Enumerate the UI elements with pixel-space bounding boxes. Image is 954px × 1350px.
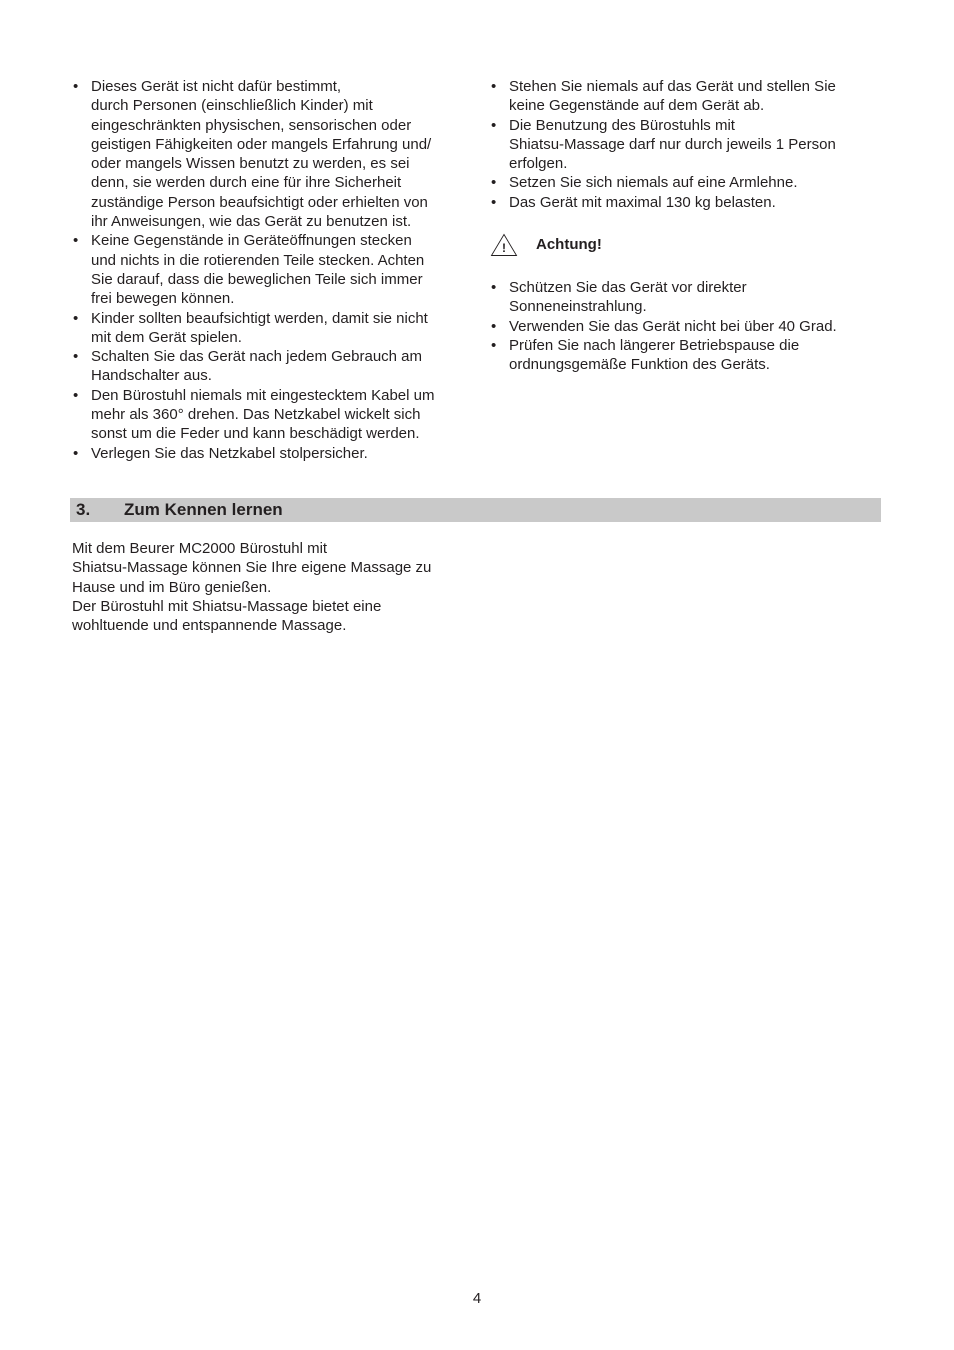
bullet-icon: • xyxy=(491,279,497,297)
list-item xyxy=(490,173,882,192)
bullet-icon: • xyxy=(491,174,497,192)
list-item-text: Dieses Gerät ist nicht dafür bestimmt, durch Personen (einschließlich Kinder) mit eingeschränkten physischen, sensorischen oder geistigen Fähigkeiten oder mangels Erfahrung und/ oder mangels Wissen benutzt zu werden, es sei denn, sie werden durch eine für ihre Sicherheit zuständige Person beaufsichtigt oder erhielten von ihr Anweisungen, wie das Gerät zu benutzen ist. xyxy=(91,78,432,231)
list-item-text: Setzen Sie sich niemals auf eine Armlehne. xyxy=(509,174,798,192)
list-item-text: Das Gerät mit maximal 130 kg belasten. xyxy=(509,193,776,211)
warning-notice xyxy=(490,231,882,261)
bullet-icon: • xyxy=(491,317,497,335)
safety-list-right-top xyxy=(490,77,882,212)
list-item xyxy=(490,336,882,375)
left-column xyxy=(72,77,472,463)
safety-list-left xyxy=(72,77,472,463)
bullet-icon: • xyxy=(73,386,79,404)
list-item-text: Schützen Sie das Gerät vor direkter Sonneneinstrahlung. xyxy=(509,279,747,316)
bullet-icon: • xyxy=(491,193,497,211)
bullet-icon: • xyxy=(73,232,79,250)
safety-list-right-bottom xyxy=(490,278,882,374)
list-item xyxy=(490,116,882,174)
list-item-text: Den Bürostuhl niemals mit eingestecktem Kabel um mehr als 360° drehen. Das Netzkabel wickelt sich sonst um die Feder und kann beschädigt werden. xyxy=(91,386,435,443)
page-number: 4 xyxy=(472,1290,482,1307)
bullet-icon: • xyxy=(73,444,79,462)
list-item xyxy=(490,77,882,116)
list-item xyxy=(490,193,882,212)
bullet-icon: • xyxy=(491,78,497,95)
list-item xyxy=(72,231,472,308)
list-item-text: Prüfen Sie nach längerer Betriebspause die ordnungsgemäße Funktion des Geräts. xyxy=(509,336,800,374)
section-title: Zum Kennen lernen xyxy=(124,500,283,519)
bullet-icon: • xyxy=(73,78,79,95)
list-item-text: Verwenden Sie das Gerät nicht bei über 40 Grad. xyxy=(509,317,837,335)
bullet-icon: • xyxy=(73,348,79,366)
section-heading xyxy=(70,498,881,522)
list-item-text: Die Benutzung des Bürostuhls mit Shiatsu-Massage darf nur durch jeweils 1 Person erfolgen. xyxy=(509,116,836,173)
list-item xyxy=(72,77,472,231)
list-item xyxy=(72,444,472,463)
list-item-text: Verlegen Sie das Netzkabel stolpersicher. xyxy=(91,444,368,462)
list-item xyxy=(490,317,882,336)
section-number: 3. xyxy=(76,500,91,519)
warning-exclamation: ! xyxy=(502,241,506,256)
right-column xyxy=(490,77,882,375)
list-item-text: Stehen Sie niemals auf das Gerät und stellen Sie keine Gegenstände auf dem Gerät ab. xyxy=(509,78,836,115)
list-item-text: Schalten Sie das Gerät nach jedem Gebrauch am Handschalter aus. xyxy=(91,348,423,385)
bullet-icon: • xyxy=(73,309,79,327)
list-item-text: Keine Gegenstände in Geräteöffnungen stecken und nichts in die rotierenden Teile stecken. Achten Sie darauf, dass die beweglichen Teile sich immer frei bewegen können. xyxy=(91,232,425,308)
intro-paragraph: Mit dem Beurer MC2000 Bürostuhl mit Shiatsu-Massage können Sie Ihre eigene Massage zu Hause und im Büro genießen. Der Bürostuhl mit Shiatsu-Massage bietet eine wohltuende und entspannende Massage. xyxy=(72,540,432,635)
bullet-icon: • xyxy=(491,336,497,354)
warning-label: Achtung! xyxy=(536,236,602,254)
list-item xyxy=(72,309,472,348)
list-item-text: Kinder sollten beaufsichtigt werden, damit sie nicht mit dem Gerät spielen. xyxy=(91,309,428,346)
list-item xyxy=(72,347,472,386)
bullet-icon: • xyxy=(491,116,497,134)
list-item xyxy=(72,386,472,444)
warning-triangle-icon xyxy=(490,233,518,257)
list-item xyxy=(490,278,882,317)
